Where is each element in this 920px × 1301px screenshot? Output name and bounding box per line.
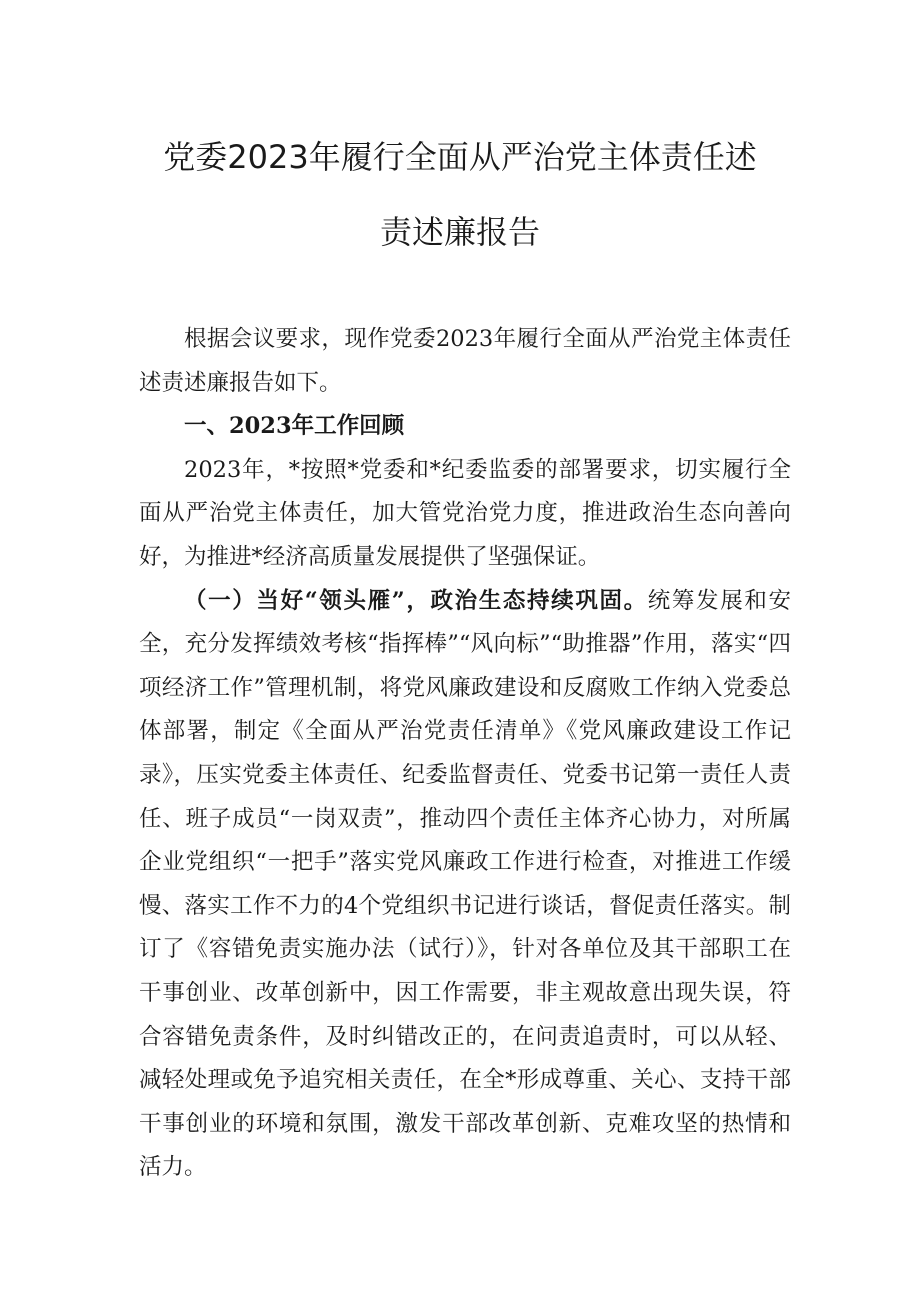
section-heading: 一、2023年工作回顾	[184, 413, 405, 440]
item-1-body: 统筹发展和安全，充分发挥绩效考核“指挥棒”“风向标”“助推器”作用，落实“四项经济工作”管理机制，将党风廉政建设和反腐败工作纳入党委总体部署，制定《全面从严治党责任清单》《党风廉政建设工作记录》，压实党委主体责任、纪委监督责任、党委书记第一责任人责任、班子成员“一岗双责”，推动四个责任主体齐心协力，对所属企业党组织“一把手”落实党风廉政工作进行检查，对推进工作缓慢、落实工作不力的4个党组织书记进行谈话，督促责任落实。制订了《容错免责实施办法（试行）》，针对各单位及其干部职工在干事创业、改革创新中，因工作需要，非主观故意出现失误，符合容错免责条件，及时纠错改正的，在问责追责时，可以从轻、减轻处理或免予追究相关责任，在全*形成尊重、关心、支持干部干事创业的环境和氛围，激发干部改革创新、克难攻坚的热情和活力。	[139, 587, 791, 1181]
document-title-line-2: 责述廉报告	[379, 213, 540, 251]
intro-paragraph: 根据会议要求，现作党委2023年履行全面从严治党主体责任述责述廉报告如下。	[139, 326, 791, 396]
document-body	[139, 318, 791, 1190]
item-1-paragraph	[139, 580, 791, 1190]
overview-paragraph: 2023年，*按照*党委和*纪委监委的部署要求，切实履行全面从严治党主体责任，加大管党治党力度，推进政治生态向善向好，为推进*经济高质量发展提供了坚强保证。	[139, 456, 791, 570]
item-1-lead: （一）当好“领头雁”，政治生态持续巩固。	[184, 587, 648, 614]
document-title-line-1: 党委2023年履行全面从严治党主体责任述	[163, 138, 757, 176]
